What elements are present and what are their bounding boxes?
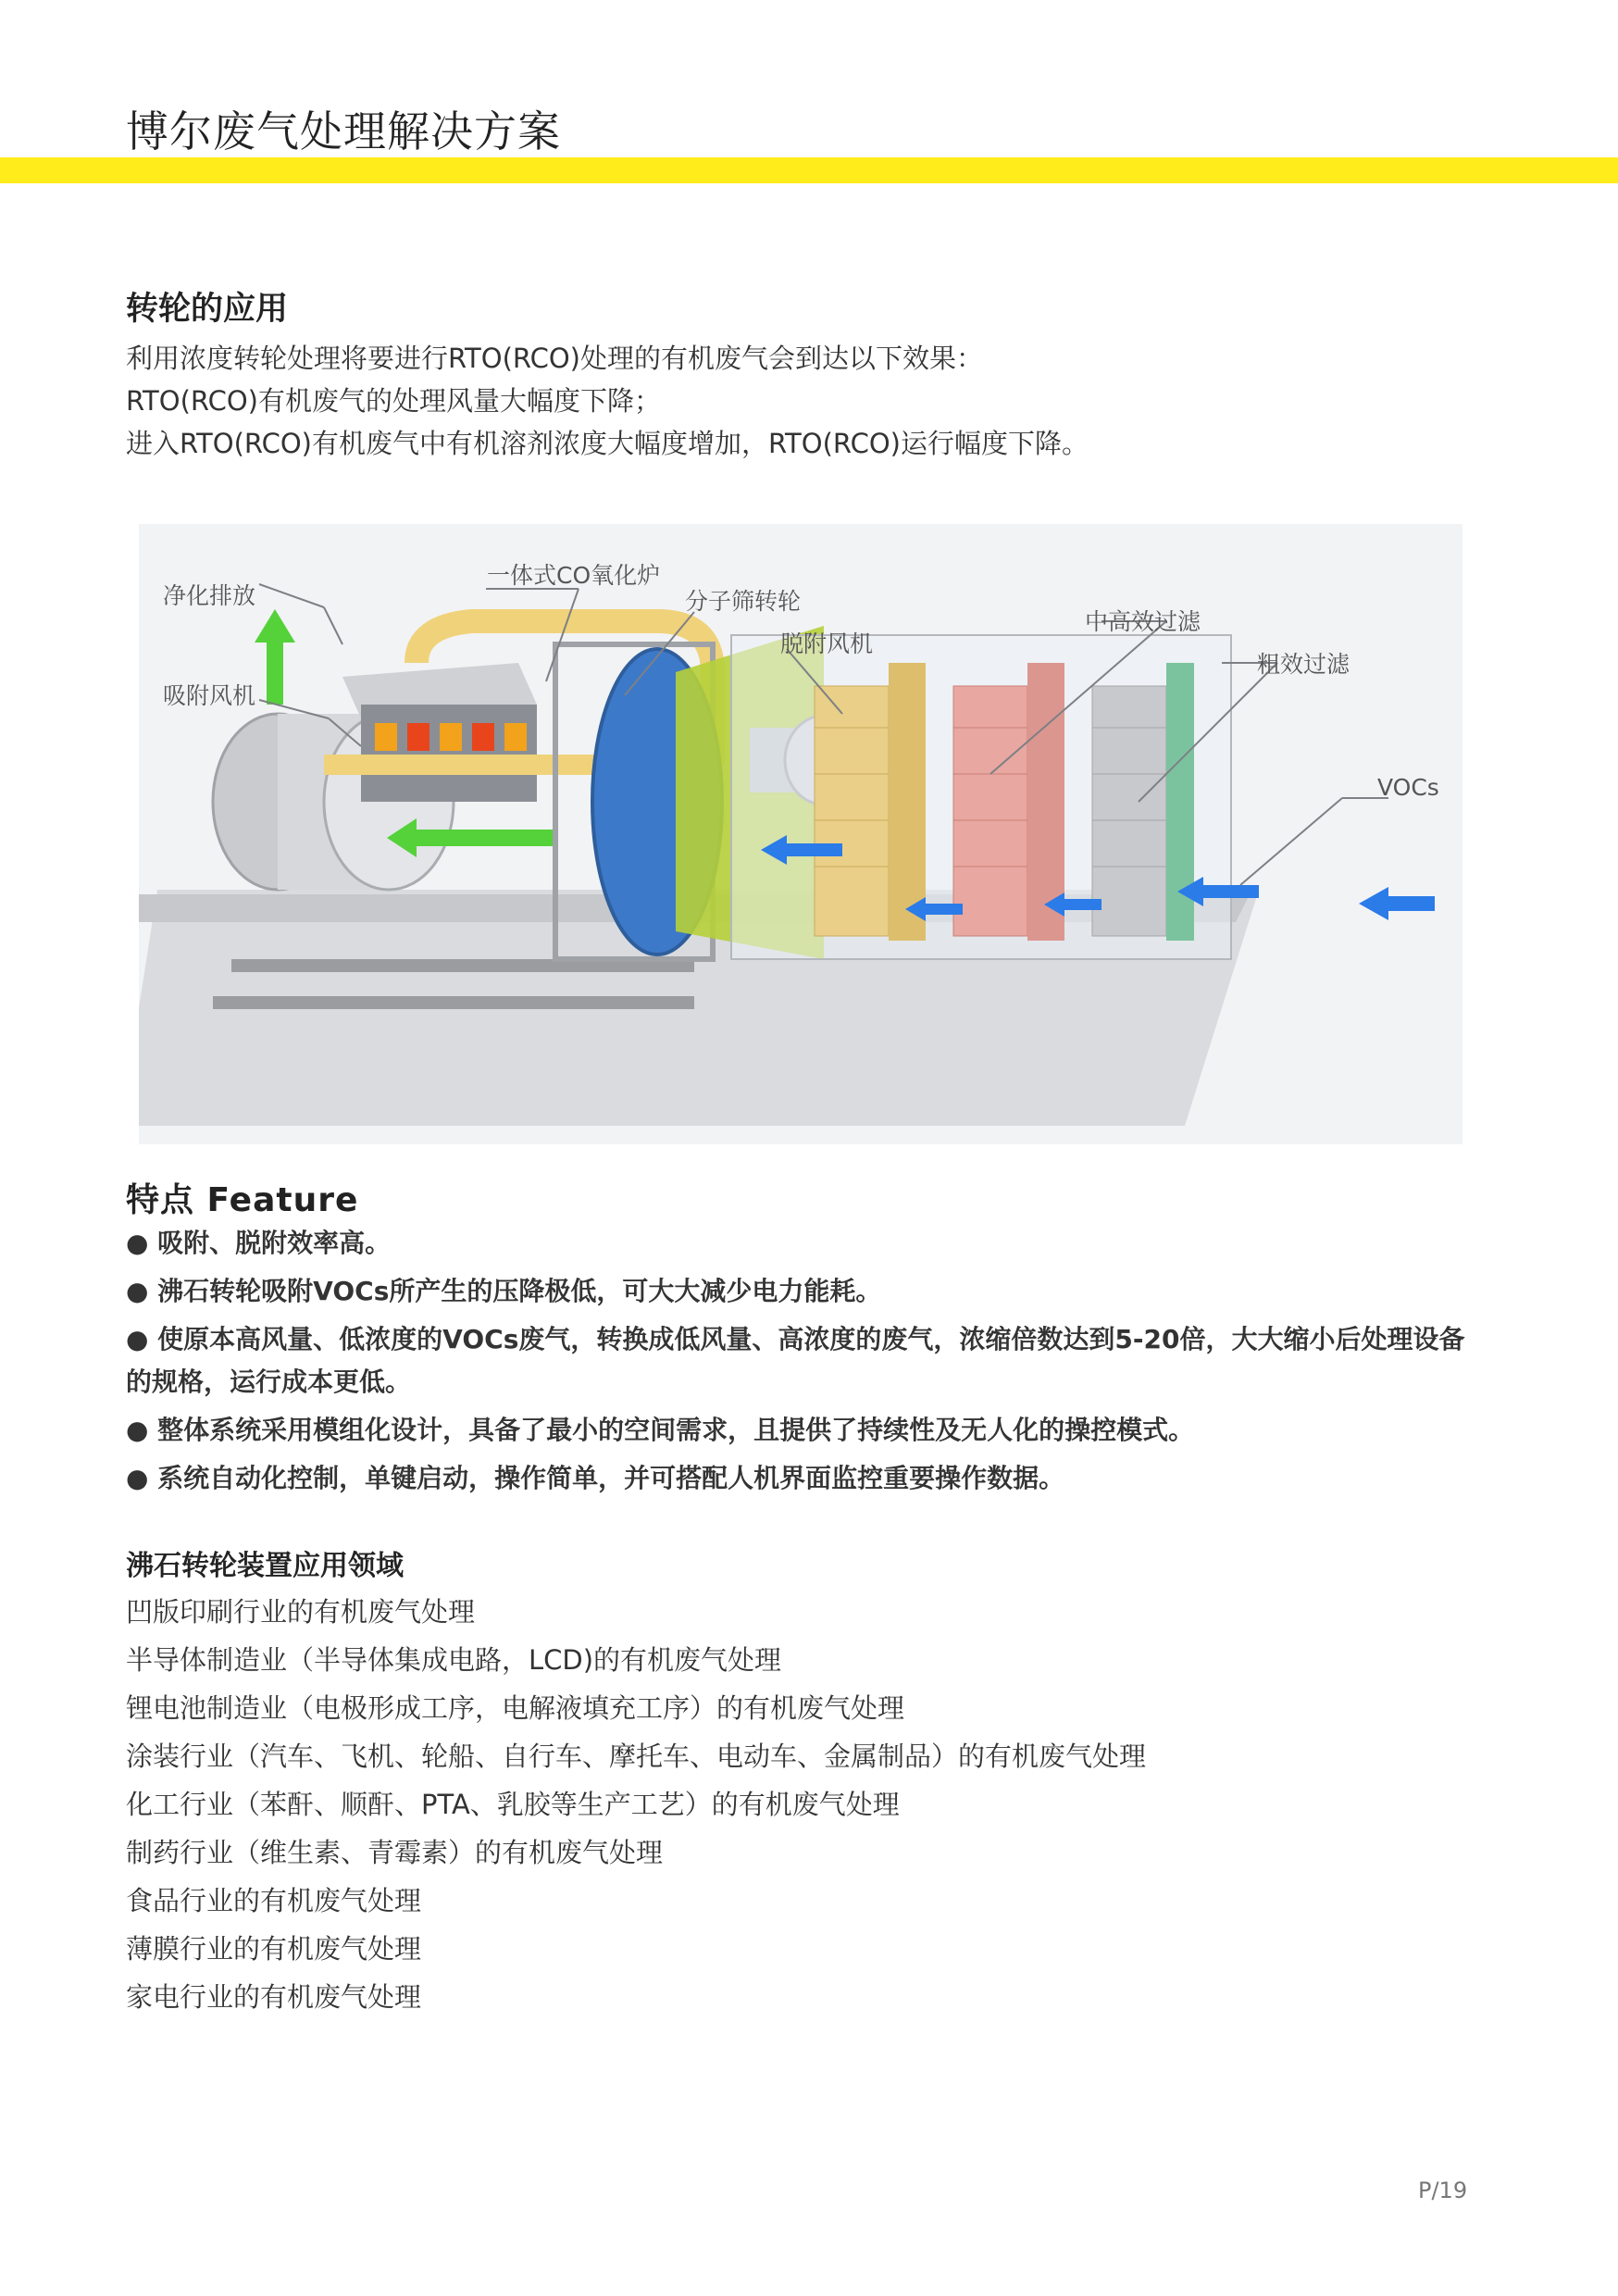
label-adsorption-fan: 吸附风机 <box>163 682 256 709</box>
exhaust-arrow-shaft <box>267 640 283 705</box>
label-co-furnace: 一体式CO氧化炉 <box>487 562 661 589</box>
zeolite-wheel-system-illustration <box>139 524 1462 1144</box>
label-molecular-sieve-wheel: 分子筛转轮 <box>685 588 802 615</box>
application-fields-title: 沸石转轮装置应用领域 <box>126 1550 404 1582</box>
field-item: 家电行业的有机废气处理 <box>126 1981 422 2013</box>
label-vocs: VOCs <box>1377 774 1439 801</box>
page-header-title: 博尔废气处理解决方案 <box>126 106 561 156</box>
field-item: 涂装行业（汽车、飞机、轮船、自行车、摩托车、电动车、金属制品）的有机废气处理 <box>126 1741 1147 1772</box>
application-title: 转轮的应用 <box>126 291 289 328</box>
application-intro <box>126 337 1089 465</box>
label-desorption-fan: 脱附风机 <box>780 630 874 657</box>
feature-title: 特点 Feature <box>126 1181 359 1219</box>
feature-item: ● 整体系统采用模组化设计，具备了最小的空间需求，且提供了持续性及无人化的操控模式。 <box>126 1415 1195 1445</box>
intro-line: 利用浓度转轮处理将要进行RTO(RCO)处理的有机废气会到达以下效果： <box>126 343 983 374</box>
label-mid-high-filter: 中高效过滤 <box>1085 608 1201 635</box>
field-item: 半导体制造业（半导体集成电路，LCD)的有机废气处理 <box>126 1644 782 1676</box>
page-number: P/19 <box>1418 2177 1468 2203</box>
field-item: 制药行业（维生素、青霉素）的有机废气处理 <box>126 1837 664 1868</box>
field-item: 凹版印刷行业的有机废气处理 <box>126 1596 476 1628</box>
field-item: 食品行业的有机废气处理 <box>126 1885 422 1916</box>
co-furnace-body <box>361 705 537 802</box>
field-item: 薄膜行业的有机废气处理 <box>126 1933 422 1965</box>
label-coarse-filter: 粗效过滤 <box>1257 651 1350 678</box>
filter-bank-pink <box>953 663 1064 941</box>
field-item: 化工行业（苯酐、顺酐、PTA、乳胶等生产工艺）的有机废气处理 <box>126 1789 900 1820</box>
filter-bank-yellow <box>815 663 926 941</box>
feature-item: ● 使原本高风量、低浓度的VOCs废气，转换成低风量、高浓度的废气，浓缩倍数达到5-20倍，大大缩小后处理设备的规格，运行成本更低。 <box>126 1324 1465 1397</box>
label-purify-exhaust: 净化排放 <box>163 582 256 609</box>
feature-item: ● 沸石转轮吸附VOCs所产生的压降极低，可大大减少电力能耗。 <box>126 1276 882 1306</box>
intro-line: 进入RTO(RCO)有机废气中有机溶剂浓度大幅度增加，RTO(RCO)运行幅度下降。 <box>126 428 1089 459</box>
feature-list <box>126 1222 1477 1505</box>
header-accent-band <box>0 157 1618 183</box>
equipment-drawing <box>139 524 1462 1144</box>
return-arrow-shaft <box>417 830 555 846</box>
feature-item: ● 系统自动化控制，单键启动，操作简单，并可搭配人机界面监控重要操作数据。 <box>126 1463 1065 1493</box>
feature-item: ● 吸附、脱附效率高。 <box>126 1228 392 1258</box>
rail <box>213 996 694 1009</box>
exhaust-arrow-head <box>255 609 295 643</box>
field-item: 锂电池制造业（电极形成工序，电解液填充工序）的有机废气处理 <box>126 1692 905 1724</box>
filter-bank-grey <box>1092 663 1194 941</box>
intro-line: RTO(RCO)有机废气的处理风量大幅度下降； <box>126 385 661 417</box>
application-fields-list <box>126 1588 1146 2021</box>
